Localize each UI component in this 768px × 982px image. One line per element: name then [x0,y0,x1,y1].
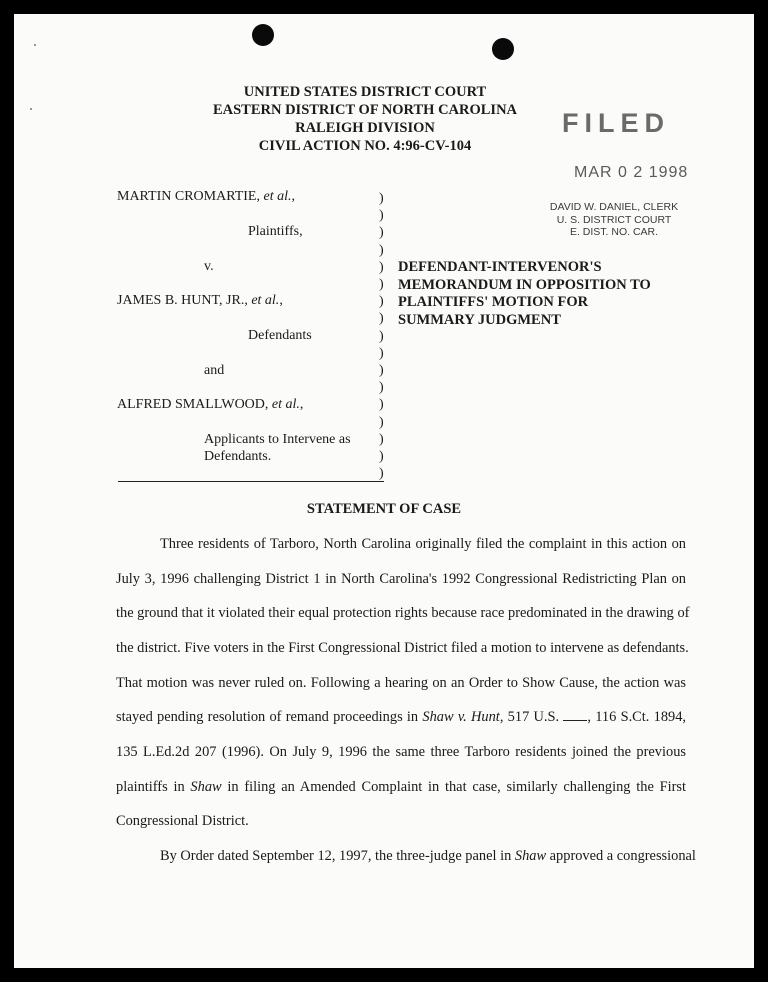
body-line: Congressional District. [116,813,249,829]
caption-role-defendants: Defendants [248,328,312,343]
caption-role-plaintiffs: Plaintiffs, [248,224,303,239]
body-line: July 3, 1996 challenging District 1 in North Carolina's 1992 Congressional Redistricting Plan on [116,571,686,587]
caption-rule [118,481,384,482]
clerk-stamp-line: DAVID W. DANIEL, CLERK [549,201,679,213]
filed-stamp: FILED [562,108,670,138]
clerk-stamp-line: E. DIST. NO. CAR. [569,226,659,238]
caption-role-intervenors: Applicants to Intervene as [204,432,351,447]
document-title: DEFENDANT-INTERVENOR'S MEMORANDUM IN OPPOSITION TO PLAINTIFFS' MOTION FOR SUMMARY JUDGMENT [398,259,651,328]
body-line: Three residents of Tarboro, North Carolina originally filed the complaint in this action on [160,536,686,552]
caption-bracket: ) ) ) ) ) ) ) ) ) ) ) ) ) ) ) ) ) [379,191,384,482]
caption-versus: v. [204,259,214,274]
body-line: plaintiffs in Shaw in filing an Amended Complaint in that case, similarly challenging the First [116,779,687,795]
body-line: the district. Five voters in the First Congressional District filed a motion to intervene as defendants. [116,640,689,656]
scan-speck [34,44,36,46]
punch-hole [492,38,514,60]
body-line: the ground that it violated their equal protection rights because race predominated in the drawing of [116,605,690,621]
section-heading: STATEMENT OF CASE [306,501,462,517]
caption-party-defendant: JAMES B. HUNT, JR., et al., [117,293,283,308]
body-line: stayed pending resolution of remand proceedings in Shaw v. Hunt, 517 U.S. , 116 S.Ct. 1894, [116,709,687,725]
scan-speck [30,108,32,110]
punch-hole [252,24,274,46]
clerk-stamp-line: U. S. DISTRICT COURT [556,213,672,226]
court-header-line: EASTERN DISTRICT OF NORTH CAROLINA [212,102,518,118]
caption-party-plaintiff: MARTIN CROMARTIE, et al., [117,189,295,204]
civil-action-number: CIVIL ACTION NO. 4:96-CV-104 [258,138,472,154]
court-header-line: UNITED STATES DISTRICT COURT [243,84,487,100]
body-line: By Order dated September 12, 1997, the three-judge panel in Shaw approved a congressional [160,848,696,864]
court-header-line: RALEIGH DIVISION [295,120,435,136]
clerk-stamp [534,201,694,239]
caption-role-intervenors: Defendants. [204,449,272,464]
body-line: That motion was never ruled on. Following a hearing on an Order to Show Cause, the action was [116,675,686,691]
filed-stamp-date: MAR 0 2 1998 [574,164,689,181]
document-page [14,14,754,968]
caption-and: and [204,363,225,378]
body-line: 135 L.Ed.2d 207 (1996). On July 9, 1996 the same three Tarboro residents joined the previous [116,744,686,760]
caption-party-intervenor: ALFRED SMALLWOOD, et al., [117,397,304,412]
